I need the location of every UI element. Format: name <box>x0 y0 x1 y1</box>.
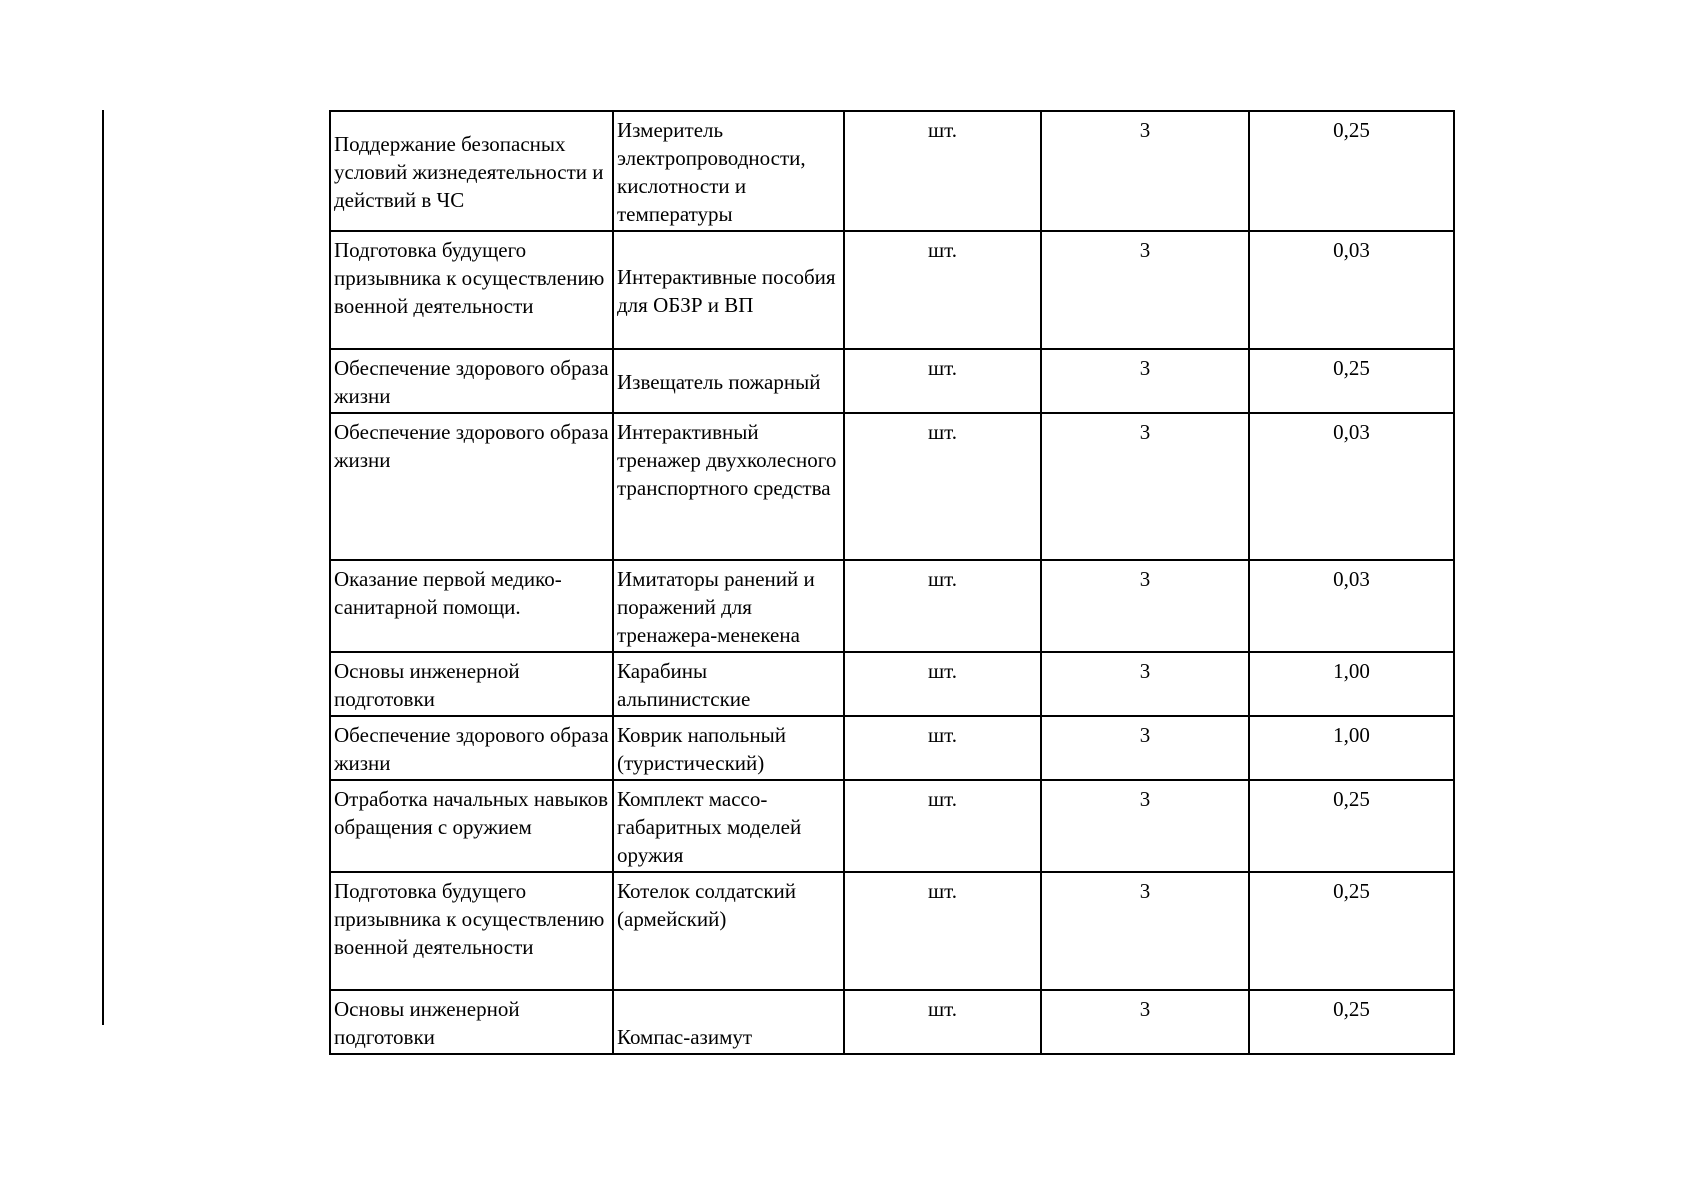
table-row <box>330 231 1454 349</box>
topic-cell: Обеспечение здорового образа жизни <box>330 413 613 560</box>
topic-cell: Поддержание безопасных условий жизнедеятельности и действий в ЧС <box>330 111 613 231</box>
unit-cell: шт. <box>844 652 1041 716</box>
table-row <box>330 872 1454 990</box>
topic-cell: Отработка начальных навыков обращения с оружием <box>330 780 613 872</box>
quantity-cell: 3 <box>1041 560 1249 652</box>
table-row <box>330 716 1454 780</box>
quantity-cell: 3 <box>1041 652 1249 716</box>
item-cell: Котелок солдатский (армейский) <box>613 872 844 990</box>
table-row <box>330 111 1454 231</box>
coefficient-cell: 0,25 <box>1249 780 1454 872</box>
unit-cell: шт. <box>844 872 1041 990</box>
coefficient-cell: 0,25 <box>1249 349 1454 413</box>
topic-cell: Обеспечение здорового образа жизни <box>330 716 613 780</box>
coefficient-cell: 0,25 <box>1249 990 1454 1054</box>
coefficient-cell: 1,00 <box>1249 652 1454 716</box>
quantity-cell: 3 <box>1041 231 1249 349</box>
quantity-cell: 3 <box>1041 780 1249 872</box>
coefficient-cell: 0,25 <box>1249 111 1454 231</box>
topic-cell: Подготовка будущего призывника к осуществлению военной деятельности <box>330 231 613 349</box>
unit-cell: шт. <box>844 349 1041 413</box>
unit-cell: шт. <box>844 231 1041 349</box>
topic-cell: Основы инженерной подготовки <box>330 652 613 716</box>
quantity-cell: 3 <box>1041 349 1249 413</box>
margin-line <box>102 110 104 1025</box>
topic-cell: Оказание первой медико-санитарной помощи. <box>330 560 613 652</box>
unit-cell: шт. <box>844 111 1041 231</box>
topic-cell: Обеспечение здорового образа жизни <box>330 349 613 413</box>
quantity-cell: 3 <box>1041 111 1249 231</box>
topic-cell: Основы инженерной подготовки <box>330 990 613 1054</box>
item-cell: Компас-азимут <box>613 990 844 1054</box>
table-row <box>330 780 1454 872</box>
unit-cell: шт. <box>844 990 1041 1054</box>
coefficient-cell: 0,03 <box>1249 231 1454 349</box>
coefficient-cell: 0,03 <box>1249 560 1454 652</box>
table-row <box>330 990 1454 1054</box>
table-row <box>330 413 1454 560</box>
item-cell: Комплект массо-габаритных моделей оружия <box>613 780 844 872</box>
item-cell: Коврик напольный (туристический) <box>613 716 844 780</box>
coefficient-cell: 1,00 <box>1249 716 1454 780</box>
unit-cell: шт. <box>844 780 1041 872</box>
unit-cell: шт. <box>844 716 1041 780</box>
item-cell: Имитаторы ранений и поражений для тренажера-менекена <box>613 560 844 652</box>
quantity-cell: 3 <box>1041 716 1249 780</box>
table-row <box>330 349 1454 413</box>
quantity-cell: 3 <box>1041 872 1249 990</box>
unit-cell: шт. <box>844 413 1041 560</box>
quantity-cell: 3 <box>1041 990 1249 1054</box>
equipment-table <box>329 110 1455 1055</box>
table-row <box>330 560 1454 652</box>
item-cell: Извещатель пожарный <box>613 349 844 413</box>
quantity-cell: 3 <box>1041 413 1249 560</box>
item-cell: Карабины альпинистские <box>613 652 844 716</box>
item-cell: Интерактивные пособия для ОБЗР и ВП <box>613 231 844 349</box>
unit-cell: шт. <box>844 560 1041 652</box>
coefficient-cell: 0,03 <box>1249 413 1454 560</box>
coefficient-cell: 0,25 <box>1249 872 1454 990</box>
table-row <box>330 652 1454 716</box>
item-cell: Измеритель электропроводности, кислотности и температуры <box>613 111 844 231</box>
item-cell: Интерактивный тренажер двухколесного транспортного средства <box>613 413 844 560</box>
topic-cell: Подготовка будущего призывника к осуществлению военной деятельности <box>330 872 613 990</box>
